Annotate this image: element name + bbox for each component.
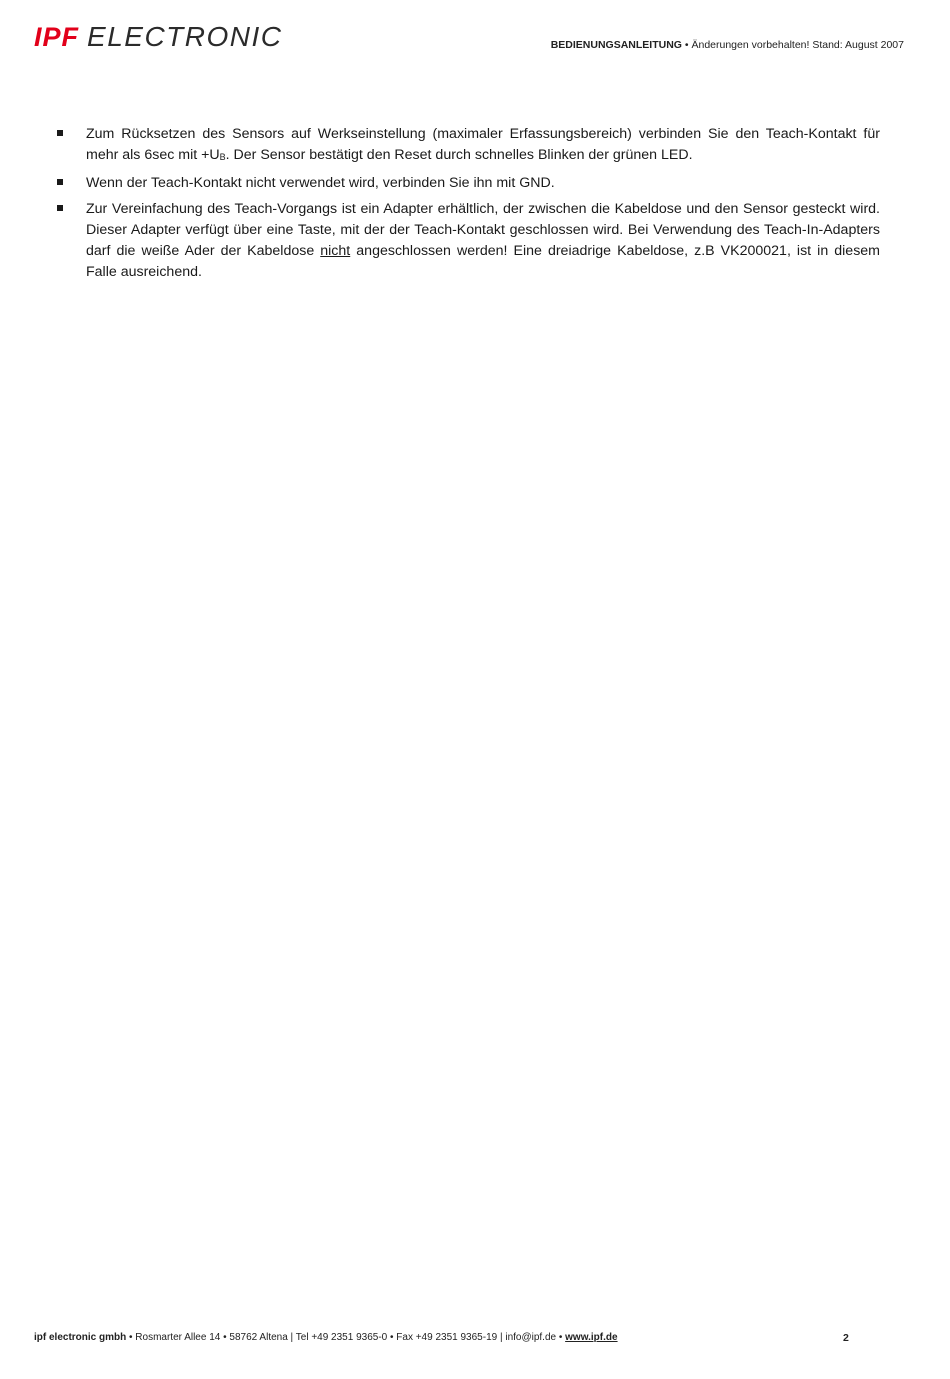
item-text: . Der Sensor bestätigt den Reset durch schnelles Blinken der grünen LED. — [225, 147, 693, 163]
item-text: angeschlossen werden! Eine dreiadrige Kabeldose, z.B VK200021, ist in diesem Falle ausreichend. — [86, 243, 880, 280]
footer-address: • Rosmarter Allee 14 • 58762 Altena | Tel +49 2351 9365-0 • Fax +49 2351 9365-19 | info@ipf.de • — [126, 1332, 566, 1343]
header-notice: Änderungen vorbehalten! Stand: August 2007 — [691, 39, 904, 51]
square-bullet-icon — [57, 130, 63, 136]
page-number: 2 — [843, 1332, 849, 1344]
square-bullet-icon — [57, 205, 63, 211]
item-text: Zum Rücksetzen des Sensors auf Werkseinstellung (maximaler Erfassungsbereich) verbinden Sie den Teach-Kontakt für mehr als 6sec mit +U — [86, 126, 880, 163]
item-text: Wenn der Teach-Kontakt nicht verwendet wird, verbinden Sie ihn mit GND. — [86, 175, 555, 191]
header-separator: • — [681, 39, 692, 51]
list-item — [56, 173, 880, 194]
underlined-word: nicht — [320, 243, 351, 259]
footer-company: ipf electronic gmbh — [34, 1332, 127, 1343]
square-bullet-icon — [57, 179, 63, 185]
item-text: Zur Vereinfachung des Teach-Vorgangs ist ein Adapter erhältlich, der zwischen die Kabeldose und den Sensor gesteckt wird. Dieser Adapter verfügt über eine Taste, mit der der Teach-Kontakt geschlossen wird. Bei Verwendung des Teach-In-Adapters darf die weiße Ader der Kabeldose — [86, 201, 880, 259]
logo-brand: IPF — [34, 22, 80, 52]
doc-type: BEDIENUNGSANLEITUNG — [550, 39, 682, 51]
list-item — [56, 124, 880, 168]
website-link[interactable]: www.ipf.de — [565, 1332, 618, 1343]
subscript: B — [219, 152, 226, 162]
company-logo — [34, 22, 282, 52]
footer-info — [34, 1331, 618, 1345]
list-item — [56, 199, 880, 283]
header-info — [551, 38, 904, 52]
main-content — [56, 124, 880, 288]
logo-subtitle: ELECTRONIC — [87, 21, 283, 52]
